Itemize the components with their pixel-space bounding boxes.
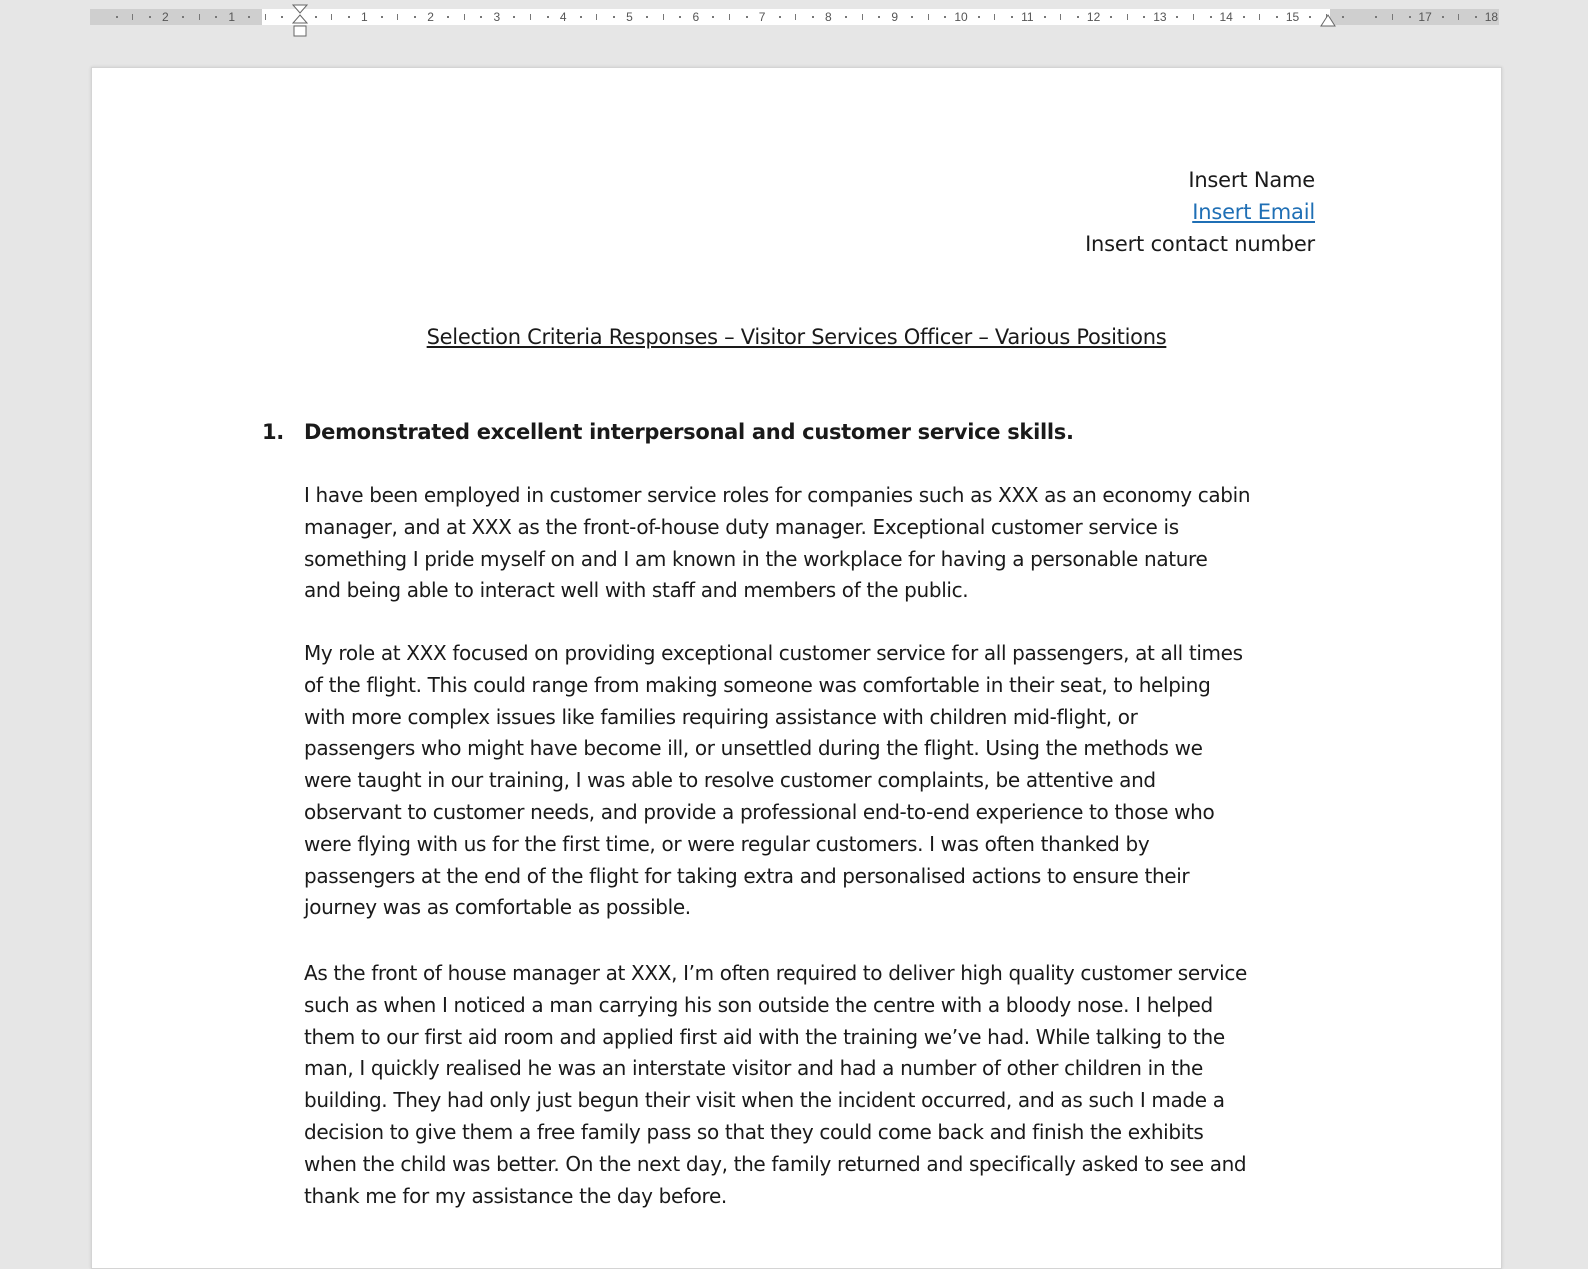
ruler-dot [281,16,283,18]
ruler-tick [663,14,664,20]
ruler-number: 14 [1219,10,1233,24]
ruler-number: 11 [1021,10,1034,24]
ruler-number: 10 [954,10,968,24]
ruler-dot [1409,16,1411,18]
paragraph-line: something I pride myself on and I am known in the workplace for having a personable nature [304,546,1208,571]
ruler-dot [547,16,549,18]
contact-block [1085,164,1315,260]
ruler-dot [613,16,615,18]
paragraph-1 [304,480,1334,607]
ruler-tick [729,14,730,20]
paragraph-line: were flying with us for the first time, or were regular customers. I was often thanked by [304,831,1150,856]
ruler-dot [381,16,383,18]
ruler-dot [746,16,748,18]
ruler-dot [812,16,814,18]
ruler-dot [1110,16,1112,18]
paragraph-line: with more complex issues like families requiring assistance with children mid-flight, or [304,704,1138,729]
ruler-dot [248,16,250,18]
ruler-tick [1127,14,1128,20]
paragraph-line: observant to customer needs, and provide a professional end-to-end experience to those who [304,799,1215,824]
criterion-number: 1. [262,420,284,444]
ruler-dot [1176,16,1178,18]
ruler-dot [1442,16,1444,18]
ruler-dot [978,16,980,18]
ruler-dot [1077,16,1079,18]
ruler-tick [331,14,332,20]
ruler-dot [646,16,648,18]
ruler-tick [1259,14,1260,20]
ruler-tick [862,14,863,20]
ruler-tick [795,14,796,20]
ruler-dot [712,16,714,18]
ruler-dot [513,16,515,18]
document-page[interactable] [91,67,1502,1269]
paragraph-line: I have been employed in customer service roles for companies such as XXX as an economy cabin [304,483,1251,507]
ruler-tick [530,14,531,20]
paragraph-line: passengers who might have become ill, or unsettled during the flight. Using the methods we [304,736,1203,761]
contact-email-link[interactable]: Insert Email [1192,200,1315,224]
ruler-number: 2 [427,10,434,24]
ruler-number: 4 [559,10,567,24]
paragraph-2 [304,638,1334,924]
paragraph-line: building. They had only just begun their visit when the incident occurred, and as such I made a [304,1088,1225,1113]
document-title-text: Selection Criteria Responses – Visitor Services Officer – Various Positions [426,325,1167,349]
paragraph-line: when the child was better. On the next day, the family returned and specifically asked to see and [304,1151,1247,1176]
ruler-number: 3 [493,10,501,24]
ruler-tick [1458,14,1459,20]
paragraph-line: them to our first aid room and applied first aid with the training we’ve had. While talking to the [304,1024,1225,1049]
ruler-dot [1011,16,1013,18]
ruler-dot [845,16,847,18]
ruler-number: 6 [692,10,700,24]
paragraph-line: of the flight. This could range from making someone was comfortable in their seat, to helping [304,672,1211,697]
ruler-number: 17 [1418,10,1432,24]
ruler-dot [1342,16,1344,18]
ruler-number: 15 [1285,10,1300,24]
ruler-dot [779,16,781,18]
ruler-tick [265,14,266,20]
ruler-tick [994,14,995,20]
ruler-right-margin [1330,9,1499,25]
paragraph-3 [304,958,1334,1212]
ruler-number: 8 [825,10,832,24]
ruler-dot [1475,16,1477,18]
ruler-dot [1044,16,1046,18]
ruler-dot [580,16,582,18]
ruler-tick [596,14,597,20]
criterion-heading [262,416,1332,448]
ruler-tick [199,14,200,20]
ruler-dot [348,16,350,18]
paragraph-line: such as when I noticed a man carrying his son outside the centre with a bloody nose. I helped [304,992,1213,1017]
ruler-dot [1210,16,1212,18]
ruler-tick [464,14,465,20]
ruler-dot [215,16,217,18]
paragraph-line: passengers at the end of the flight for taking extra and personalised actions to ensure their [304,863,1190,888]
ruler-dot [116,16,118,18]
ruler-number: 5 [626,10,633,24]
paragraph-line: thank me for my assistance the day before. [304,1183,727,1208]
ruler-tick [397,14,398,20]
ruler-tick [1392,14,1393,20]
ruler-number: 1 [228,10,236,24]
ruler-number: 18 [1484,10,1499,24]
ruler-dot [149,16,151,18]
paragraph-line: My role at XXX focused on providing exceptional customer service for all passengers, at all times [304,641,1243,665]
paragraph-line: were taught in our training, I was able to resolve customer complaints, be attentive and [304,768,1156,793]
ruler-dot [447,16,449,18]
ruler-dot [1276,16,1278,18]
right-indent-marker-icon[interactable] [1320,14,1336,28]
ruler-number: 7 [758,10,766,24]
left-indent-marker-icon[interactable] [292,4,308,38]
ruler-number: 12 [1086,10,1101,24]
ruler-number: 9 [891,10,899,24]
ruler-dot [944,16,946,18]
ruler-tick [1193,14,1194,20]
document-title [92,322,1501,352]
ruler-dot [911,16,913,18]
criterion-text: Demonstrated excellent interpersonal and customer service skills. [304,420,1074,444]
ruler-dot [480,16,482,18]
ruler-dot [1375,16,1377,18]
ruler-number: 2 [162,10,169,24]
ruler-number: 13 [1153,10,1167,24]
contact-number: Insert contact number [1085,232,1315,256]
ruler-tick [928,14,929,20]
paragraph-line: As the front of house manager at XXX, I’m often required to deliver high quality customer service [304,961,1247,985]
ruler-dot [679,16,681,18]
ruler-tick [132,14,133,20]
paragraph-line: manager, and at XXX as the front-of-house duty manager. Exceptional customer service is [304,514,1179,539]
contact-name: Insert Name [1188,168,1315,192]
paragraph-line: and being able to interact well with staff and members of the public. [304,578,969,603]
paragraph-line: journey was as comfortable as possible. [304,895,691,920]
ruler-number: 1 [360,10,368,24]
ruler-dot [182,16,184,18]
ruler-dot [414,16,416,18]
ruler-dot [1309,16,1311,18]
ruler-tick [1060,14,1061,20]
ruler-dot [1143,16,1145,18]
ruler-dot [878,16,880,18]
paragraph-line: man, I quickly realised he was an interstate visitor and had a number of other children in the [304,1056,1203,1081]
ruler-dot [315,16,317,18]
paragraph-line: decision to give them a free family pass so that they could come back and finish the exhibits [304,1119,1204,1144]
ruler-dot [1243,16,1245,18]
